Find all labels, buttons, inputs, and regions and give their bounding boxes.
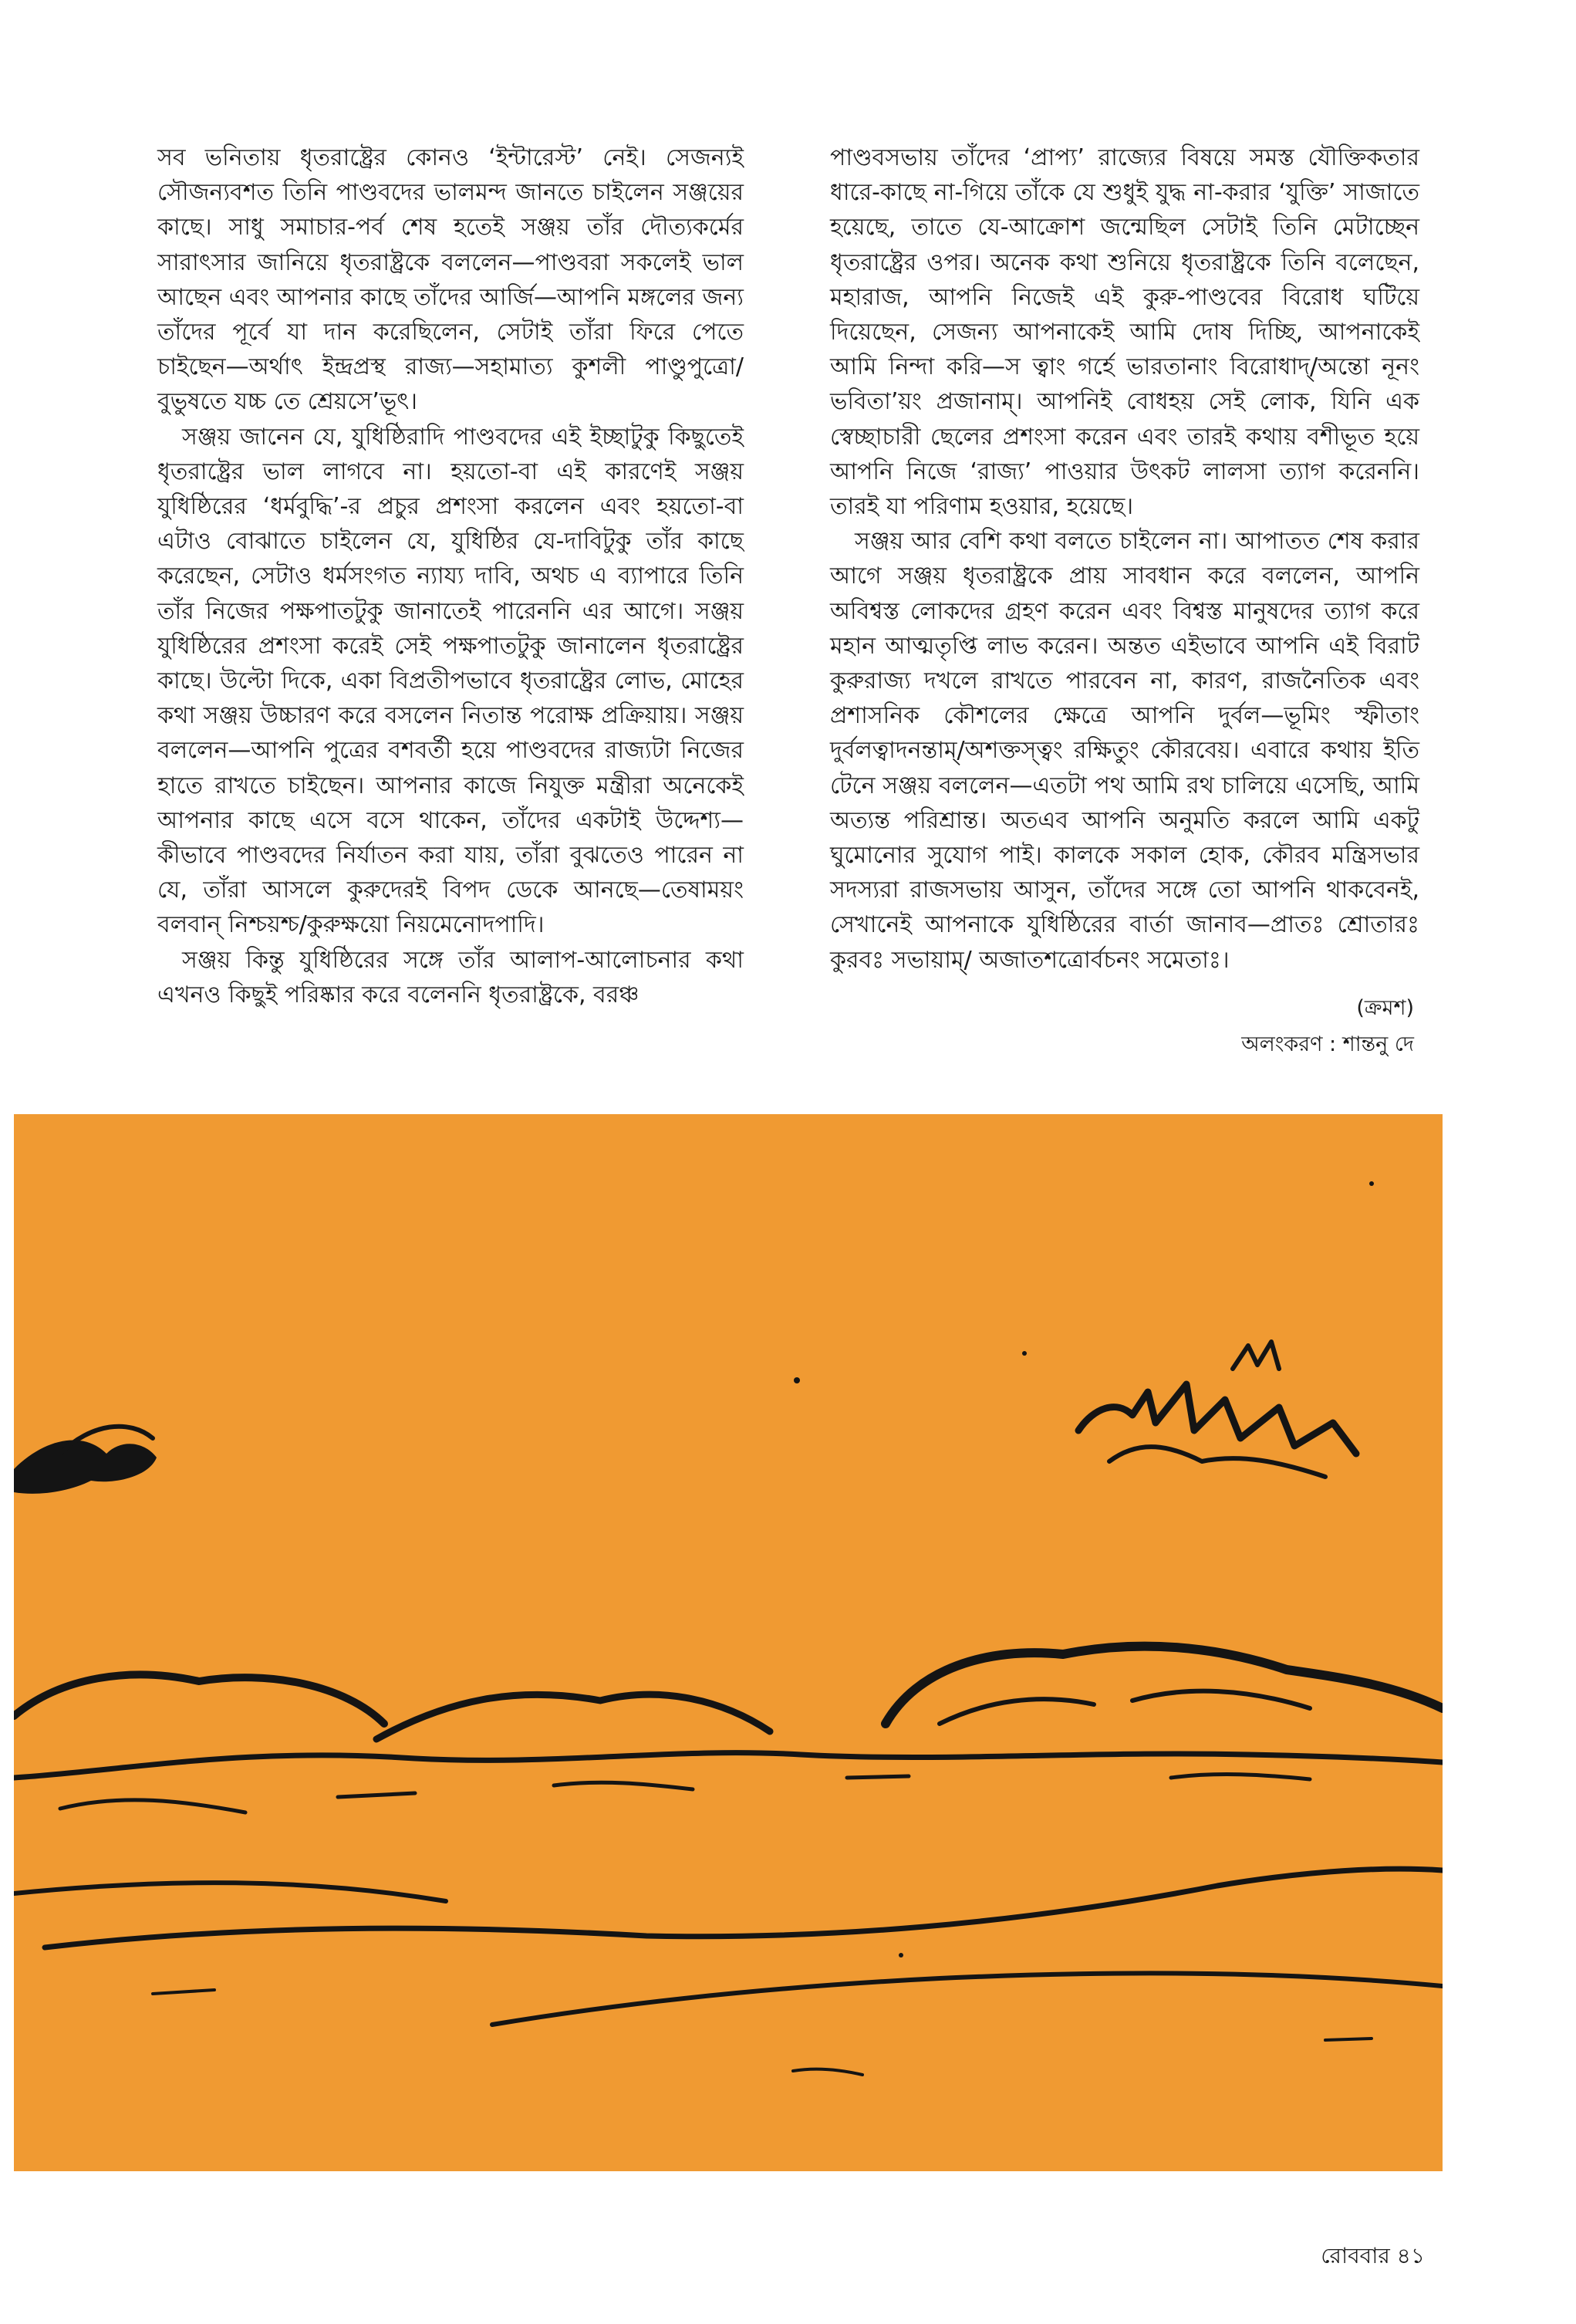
page-folio: রোববার ৪১ [1321,2243,1425,2268]
scribble-cloud-right [1078,1384,1356,1454]
hill-left [14,1674,384,1724]
illustration-credit: অলংকরণ : শান্তনু দে [1241,1032,1414,1056]
article-column-right [830,140,1419,978]
scribble-cloud-right-2 [1109,1447,1325,1477]
cloud-left [14,1441,157,1494]
continued-note: (ক্রমশ) [1356,996,1414,1020]
article-column-left [157,140,744,1012]
paragraph: সঞ্জয় কিন্তু যুধিষ্ঠিরের সঙ্গে তাঁর আলাপ-আলোচনার কথা এখনও কিছুই পরিষ্কার করে বলেননি ধৃতরাষ্ট্রকে, বরঞ্চ [157,946,744,1008]
paragraph: সব ভনিতায় ধৃতরাষ্ট্রের কোনও ‘ইন্টারেস্ট’ নেই। সেজন্যই সৌজন্যবশত তিনি পাণ্ডবদের ভালমন্দ জানতে চাইলেন সঞ্জয়ের কাছে। সাধু সমাচার-পর্ব শেষ হতেই সঞ্জয় তাঁর দৌত্যকর্মের সারাৎসার জানিয়ে ধৃতরাষ্ট্রকে বললেন—পাণ্ডবরা সকলেই ভাল আছেন এবং আপনার কাছে তাঁদের আর্জি—আপনি মঙ্গলের জন্য তাঁদের পূর্বে যা দান করেছিলেন, সেটাই তাঁরা ফিরে পেতে চাইছেন—অর্থাৎ ইন্দ্রপ্রস্থ রাজ্য—সহামাত্য কুশলী পাণ্ডুপুত্রো/বুভুষতে যচ্চ তে শ্রেয়সে’ভূৎ। [157,144,744,416]
foreground-hill-3 [492,1973,1443,2025]
hill-middle [376,1694,770,1739]
foreground-hill-2 [45,1869,1443,1947]
landscape-illustration [14,1114,1443,2171]
ink-speck [899,1953,903,1957]
ink-landscape-drawing [14,1114,1443,2171]
foreground-hill-1 [14,1883,446,1901]
shore-marks [60,1775,1310,1812]
paragraph: সঞ্জয় জানেন যে, যুধিষ্ঠিরাদি পাণ্ডবদের এই ইচ্ছাটুকু কিছুতেই ধৃতরাষ্ট্রের ভাল লাগবে না। হয়তো-বা এই কারণেই সঞ্জয় যুধিষ্ঠিরের ‘ধর্মবুদ্ধি’-র প্রচুর প্রশংসা করলেন এবং হয়তো-বা এটাও বোঝাতে চাইলেন যে, যুধিষ্ঠির যে-দাবিটুকু তাঁর কাছে করেছেন, সেটাও ধর্মসংগত ন্যায্য দাবি, অথচ এ ব্যাপারে তিনি তাঁর নিজের পক্ষপাতটুকু জানাতেই পারেননি এর আগে। সঞ্জয় যুধিষ্ঠিরের প্রশংসা করেই সেই পক্ষপাতটুকু জানালেন ধৃতরাষ্ট্রের কাছে। উল্টো দিকে, একা বিপ্রতীপভাবে ধৃতরাষ্ট্রের লোভ, মোহের কথা সঞ্জয় উচ্চারণ করে বসলেন নিতান্ত পরোক্ষ প্রক্রিয়ায়। সঞ্জয় বললেন—আপনি পুত্রের বশবর্তী হয়ে পাণ্ডবদের রাজ্যটা নিজের হাতে রাখতে চাইছেন। আপনার কাজে নিযুক্ত মন্ত্রীরা অনেকেই আপনার কাছে এসে বসে থাকেন, তাঁদের একটাই উদ্দেশ্য—কীভাবে পাণ্ডবদের নির্যাতন করা যায়, তাঁরা বুঝতেও পারেন না যে, তাঁরা আসলে কুরুদেরই বিপদ ডেকে আনছে—তেষাময়ং বলবান্ নিশ্চয়শ্চ/কুরুক্ষয়ো নিয়মেনোদপাদি। [157,423,744,939]
ground-marks [153,1990,1372,2075]
ink-speck [1369,1181,1374,1186]
hill-right-shade [940,1691,1310,1724]
tuft-right [1233,1342,1279,1369]
paragraph: পাণ্ডবসভায় তাঁদের ‘প্রাপ্য’ রাজ্যের বিষয়ে সমস্ত যৌক্তিকতার ধারে-কাছে না-গিয়ে তাঁকে যে শুধুই যুদ্ধ না-করার ‘যুক্তি’ সাজাতে হয়েছে, তাতে যে-আক্রোশ জন্মেছিল সেটাই তিনি মেটাচ্ছেন ধৃতরাষ্ট্রের ওপর। অনেক কথা শুনিয়ে ধৃতরাষ্ট্রকে তিনি বলেছেন, মহারাজ, আপনি নিজেই এই কুরু-পাণ্ডবের বিরোধ ঘটিয়ে দিয়েছেন, সেজন্য আপনাকেই আমি দোষ দিচ্ছি, আপনাকেই আমি নিন্দা করি—স ত্বাং গর্হে ভারতানাং বিরোধাদ্/অন্তো নূনং ভবিতা’য়ং প্রজানাম্। আপনিই বোধহয় সেই লোক, যিনি এক স্বেচ্ছাচারী ছেলের প্রশংসা করেন এবং তারই কথায় বশীভূত হয়ে আপনি নিজে ‘রাজ্য’ পাওয়ার উৎকট লালসা ত্যাগ করেননি। তারই যা পরিণাম হওয়ার, হয়েছে। [830,144,1419,521]
paragraph: সঞ্জয় আর বেশি কথা বলতে চাইলেন না। আপাতত শেষ করার আগে সঞ্জয় ধৃতরাষ্ট্রকে প্রায় সাবধান করে বললেন, আপনি অবিশ্বস্ত লোকদের গ্রহণ করেন এবং বিশ্বস্ত মানুষদের ত্যাগ করে মহান আত্মতৃপ্তি লাভ করেন। অন্তত এইভাবে আপনি এই বিরাট কুরুরাজ্য দখলে রাখতে পারবেন না, কারণ, রাজনৈতিক এবং প্রশাসনিক কৌশলের ক্ষেত্রে আপনি দুর্বল—ভূমিং স্ফীতাং দুর্বলত্বাদনন্তাম্/অশক্তস্ত্বং রক্ষিতুং কৌরবেয়। এবারে কথায় ইতি টেনে সঞ্জয় বললেন—এতটা পথ আমি রথ চালিয়ে এসেছি, আমি অত্যন্ত পরিশ্রান্ত। অতএব আপনি অনুমতি করলে আমি একটু ঘুমোনোর সুযোগ পাই। কালকে সকাল হোক, কৌরব মন্ত্রিসভার সদস্যরা রাজসভায় আসুন, তাঁদের সঙ্গে তো আপনি থাকবেনই, সেখানেই আপনাকে যুধিষ্ঠিরের বার্তা জানাব—প্রাতঃ শ্রোতারঃ কুরবঃ সভায়াম্/ অজাতশত্রোর্বচনং সমেতাঃ। [830,528,1419,974]
ink-speck [794,1377,800,1383]
ink-speck [1022,1351,1027,1356]
